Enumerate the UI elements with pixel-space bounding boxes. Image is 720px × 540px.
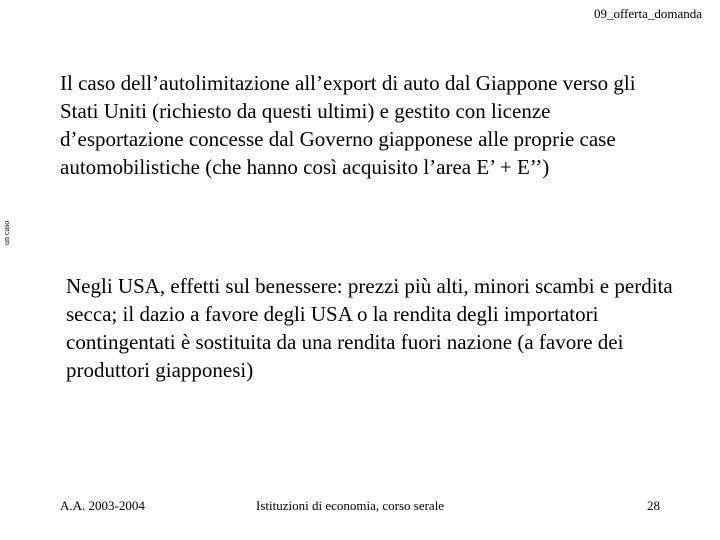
header-file-label: 09_offerta_domanda <box>593 6 702 21</box>
paragraph-welfare-effects: Negli USA, effetti sul benessere: prezzi più alti, minori scambi e perdita secca; il dazio a favore degli USA o la rendita degli importatori contingentati è sostituita da una rendita fuori nazione (a favore dei produttori giapponesi) <box>66 274 673 382</box>
paragraph-case-description: Il caso dell’autolimitazione all’export di auto dal Giappone verso gli Stati Uniti (richiesto da questi ultimi) e gestito con licenze d’esportazione concesse dal Governo giapponese alle proprie case automobilistiche (che hanno così acquisito l’area E’ + E’’) <box>60 71 636 179</box>
footer-academic-year: A.A. 2003-2004 <box>60 498 145 513</box>
footer-course: Istituzioni di economia, corso serale <box>256 498 445 513</box>
footer-page-number: 28 <box>647 498 660 513</box>
side-label: un caso <box>2 220 11 245</box>
